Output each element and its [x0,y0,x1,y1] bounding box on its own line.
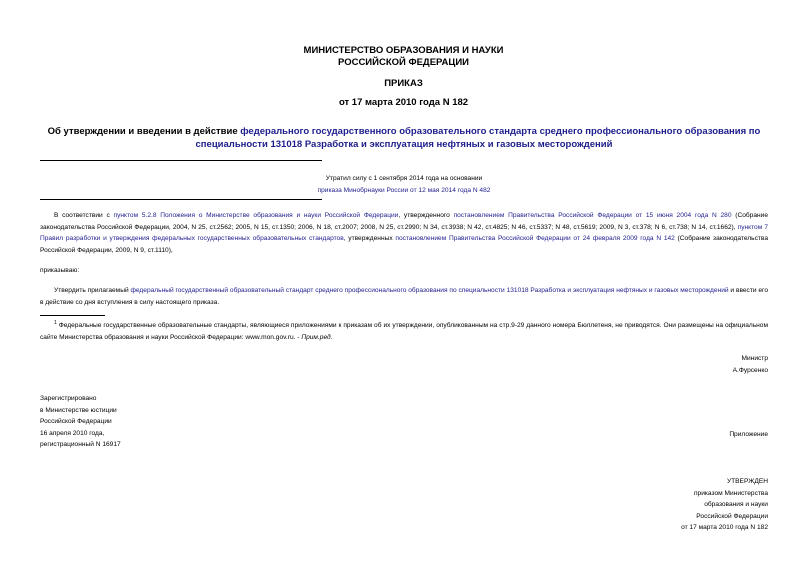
reg-line-5: регистрационный N 16917 [40,441,121,448]
title-standard-link[interactable]: федерального государственного образовательного стандарта среднего профессионального образования по специальности 131018 Разработка и эксплуатация нефтяных и газовых месторождений [195,126,761,150]
reg-line-2: в Министерстве юстиции [40,406,117,414]
repeal-text: Утратил силу с 1 сентября 2014 года на основании [325,175,483,182]
resolution-142-link[interactable]: постановлением Правительства Российской Федерации от 24 февраля 2009 года N 142 [395,235,675,242]
signature-block [733,353,768,376]
approved-line-4: Российской Федерации [696,512,768,520]
p3-text-2: и ввести его в действие со дня вступления в силу настоящего приказа. [40,287,768,306]
repeal-notice [40,173,768,196]
doc-date: от 17 марта 2010 года N 182 [338,97,469,108]
footnote [40,318,768,343]
ministry-line-1: МИНИСТЕРСТВО ОБРАЗОВАНИЯ И НАУКИ [303,45,504,56]
divider-top [40,160,322,161]
approved-line-1: УТВЕРЖДЕН [726,478,768,485]
repeal-order-link[interactable]: приказа Минобрнауки России от 12 мая 2014 года N 482 [317,186,491,194]
regulation-link[interactable]: пунктом 5.2.8 Положения о Министерстве образования и науки Российской Федерации [113,212,399,219]
approved-line-2: приказом Министерства [693,489,768,497]
reg-line-1: Зарегистрировано [40,395,97,402]
footnote-divider [40,315,105,316]
p1-text-2: , утвержденного [398,212,454,219]
approved-line-5: от 17 марта 2010 года N 182 [681,524,768,531]
signer-position: Министр [741,355,768,362]
footnote-text: Федеральные государственные образовательные стандарты, являющиеся приложениями к приказам об их утверждении, опубликованным на стр.9-29 данного номера Бюллетеня, не приводятся. Они размещены на официальном сайте Министерства образования и науки Российской Федерации: www.mon.gov.ru. - [40,322,768,341]
footnote-note: Прим.ред. [301,333,333,341]
resolution-280-link[interactable]: постановлением Правительства Российской Федерации от 15 июня 2004 года N 280 [453,212,732,219]
p1-text-3: (Собрание законодательства Российской Федерации, 2004, N 25, ст.2562; 2005, N 15, ст.1350; 2006, N 18, ст.2007; 2008, N 25, ст.2990; N 34, ст.3938; N 42, ст.4825; N 46, ст.5337; N 48, ст.5619; 2009, N 3, ст.378; N 6, ст.738; N 14, ст.1662), [40,212,768,231]
registration-block [40,393,121,451]
p1-text-1: В соответствии с [54,212,114,219]
preamble-paragraph [40,210,768,256]
signer-name: А.Фурсенко [732,366,768,374]
approve-paragraph [40,285,768,308]
reg-line-3: Российской Федерации [40,418,112,425]
p1-text-5: (Собрание законодательства Российской Федерации, 2009, N 9, ст.1110), [40,235,768,254]
footnote-mark: 1 [54,320,57,326]
title-prefix: Об утверждении и введении в действие [47,126,241,137]
standard-link[interactable]: федеральный государственный образовательный стандарт среднего профессионального образования по специальности 131018 Разработка и эксплуатация нефтяных и газовых месторождений [130,287,729,294]
doc-type: ПРИКАЗ [384,78,423,89]
ministry-header [0,45,807,69]
divider-bottom [40,199,322,200]
reg-line-4: 16 апреля 2010 года, [40,429,105,437]
approved-line-3: образования и науки [704,501,768,508]
p3-text-1: Утвердить прилагаемый [54,287,131,294]
p1-text-4: , утвержденных [343,235,396,242]
ministry-line-2: РОССИЙСКОЙ ФЕДЕРАЦИИ [337,57,469,68]
approved-block [681,476,768,534]
order-word: приказываю: [40,267,80,274]
annex-label: Приложение [729,431,768,438]
rules-item7-link[interactable]: пунктом 7 Правил разработки и утверждения федеральных государственных образовательных стандартов [40,223,768,242]
doc-title [40,125,768,151]
